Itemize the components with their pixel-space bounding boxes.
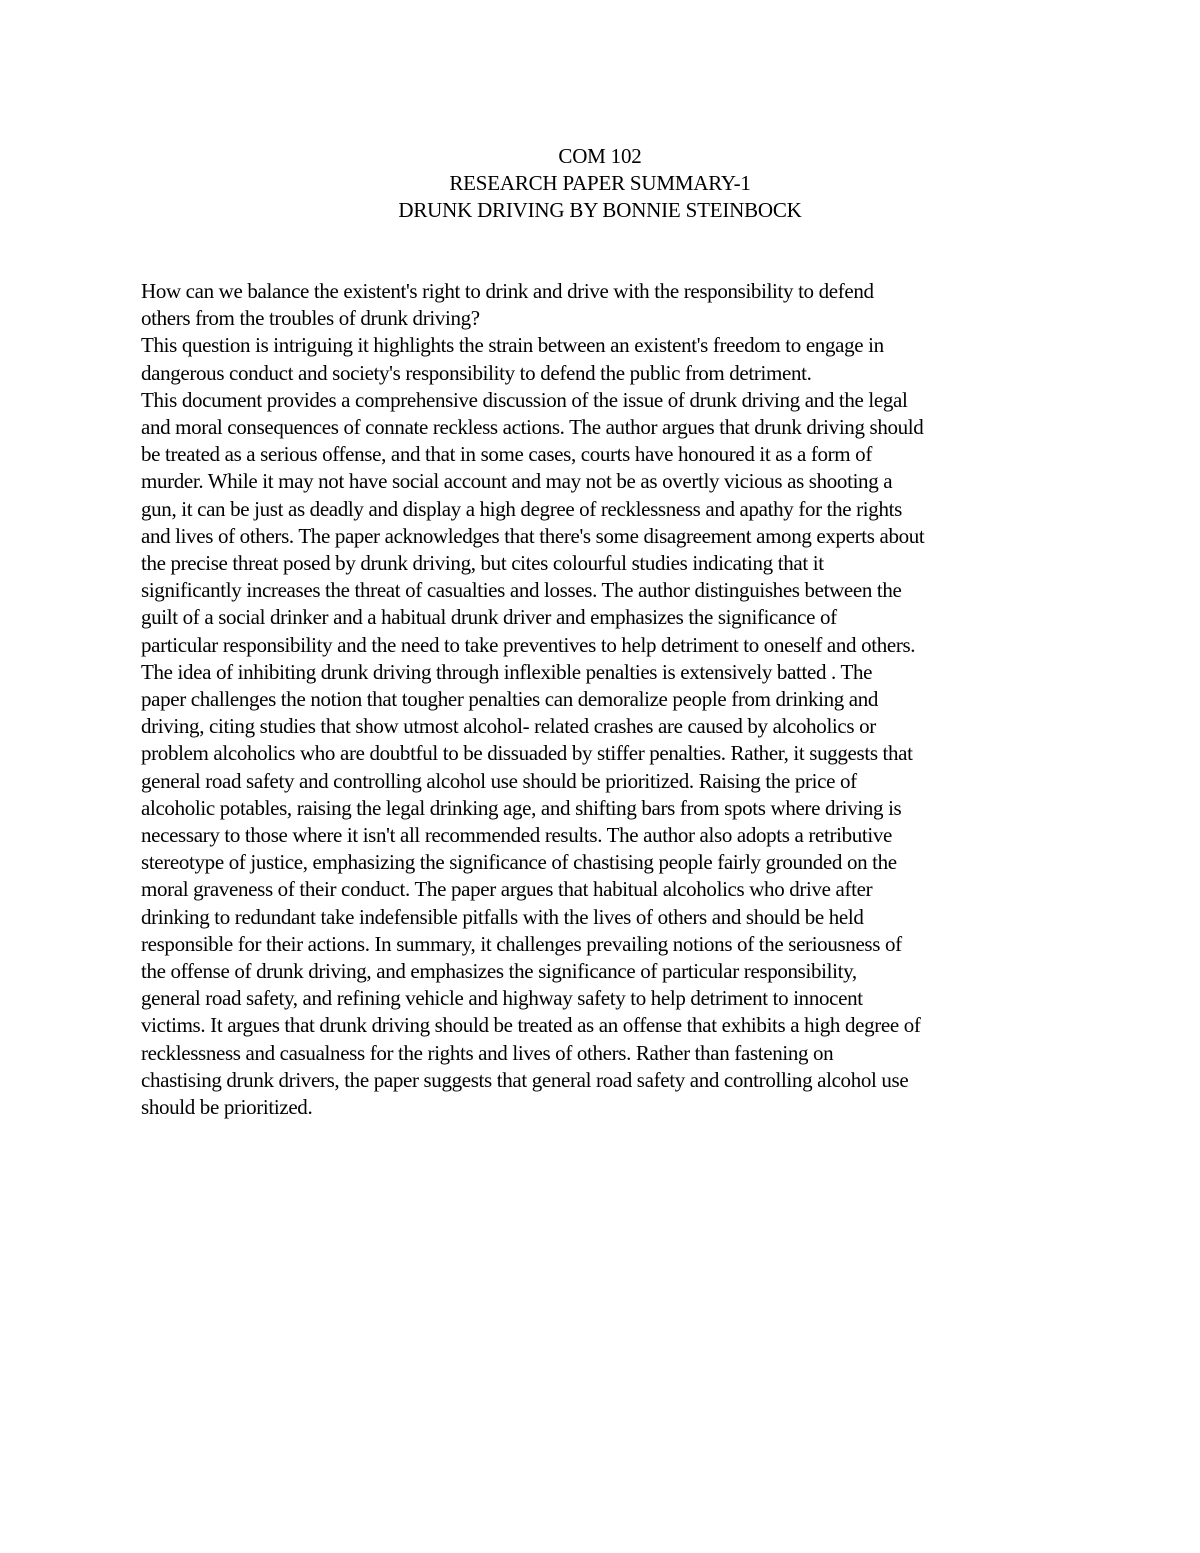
paper-title: DRUNK DRIVING BY BONNIE STEINBOCK	[398, 198, 802, 222]
body-line: general road safety and controlling alcohol use should be prioritized. Raising the price of	[141, 768, 857, 793]
body-line: the precise threat posed by drunk driving, but cites colourful studies indicating that it	[141, 551, 824, 576]
body-line: the offense of drunk driving, and emphasizes the significance of particular responsibility,	[141, 959, 857, 984]
body-line: necessary to those where it isn't all recommended results. The author also adopts a retributive	[141, 823, 893, 848]
body-line: How can we balance the existent's right to drink and drive with the responsibility to defend	[141, 279, 874, 303]
body-line: significantly increases the threat of casualties and losses. The author distinguishes between the	[141, 578, 902, 603]
summary-body	[141, 278, 1071, 1121]
body-line: and moral consequences of connate reckless actions. The author argues that drunk driving should	[141, 415, 924, 440]
body-line: should be prioritized.	[141, 1095, 313, 1120]
body-line: general road safety, and refining vehicle and highway safety to help detriment to innocent	[141, 986, 863, 1011]
body-line: recklessness and casualness for the rights and lives of others. Rather than fastening on	[141, 1040, 834, 1065]
body-line: responsible for their actions. In summary, it challenges prevailing notions of the seriousness of	[141, 931, 902, 956]
body-line: guilt of a social drinker and a habitual drunk driver and emphasizes the significance of	[141, 605, 837, 630]
assignment-title: RESEARCH PAPER SUMMARY-1	[449, 171, 751, 195]
body-line: moral graveness of their conduct. The paper argues that habitual alcoholics who drive after	[141, 877, 873, 902]
body-line: This document provides a comprehensive discussion of the issue of drunk driving and the legal	[141, 387, 908, 412]
body-line: drinking to redundant take indefensible pitfalls with the lives of others and should be held	[141, 904, 864, 929]
body-line: murder. While it may not have social account and may not be as overtly vicious as shooting a	[141, 469, 893, 494]
body-line: This question is intriguing it highlights the strain between an existent's freedom to engage in	[141, 333, 884, 358]
body-line: and lives of others. The paper acknowledges that there's some disagreement among experts about	[141, 523, 925, 548]
course-code: COM 102	[558, 144, 642, 168]
document-header	[0, 143, 1200, 224]
body-line: victims. It argues that drunk driving should be treated as an offense that exhibits a high degree of	[141, 1013, 921, 1038]
body-line: alcoholic potables, raising the legal drinking age, and shifting bars from spots where driving is	[141, 795, 902, 820]
body-line: others from the troubles of drunk driving?	[141, 306, 480, 331]
body-line: dangerous conduct and society's responsibility to defend the public from detriment.	[141, 360, 812, 385]
body-line: particular responsibility and the need to take preventives to help detriment to oneself and others.	[141, 632, 916, 657]
body-line: be treated as a serious offense, and that in some cases, courts have honoured it as a form of	[141, 442, 872, 467]
body-line: problem alcoholics who are doubtful to be dissuaded by stiffer penalties. Rather, it suggests that	[141, 741, 913, 766]
body-line: gun, it can be just as deadly and display a high degree of recklessness and apathy for the rights	[141, 496, 902, 521]
body-line: The idea of inhibiting drunk driving through inflexible penalties is extensively batted . The	[141, 659, 873, 684]
body-line: chastising drunk drivers, the paper suggests that general road safety and controlling alcohol use	[141, 1067, 909, 1092]
body-line: driving, citing studies that show utmost alcohol- related crashes are caused by alcoholics or	[141, 714, 876, 739]
body-line: paper challenges the notion that tougher penalties can demoralize people from drinking and	[141, 687, 879, 712]
body-line: stereotype of justice, emphasizing the significance of chastising people fairly grounded on the	[141, 850, 897, 875]
